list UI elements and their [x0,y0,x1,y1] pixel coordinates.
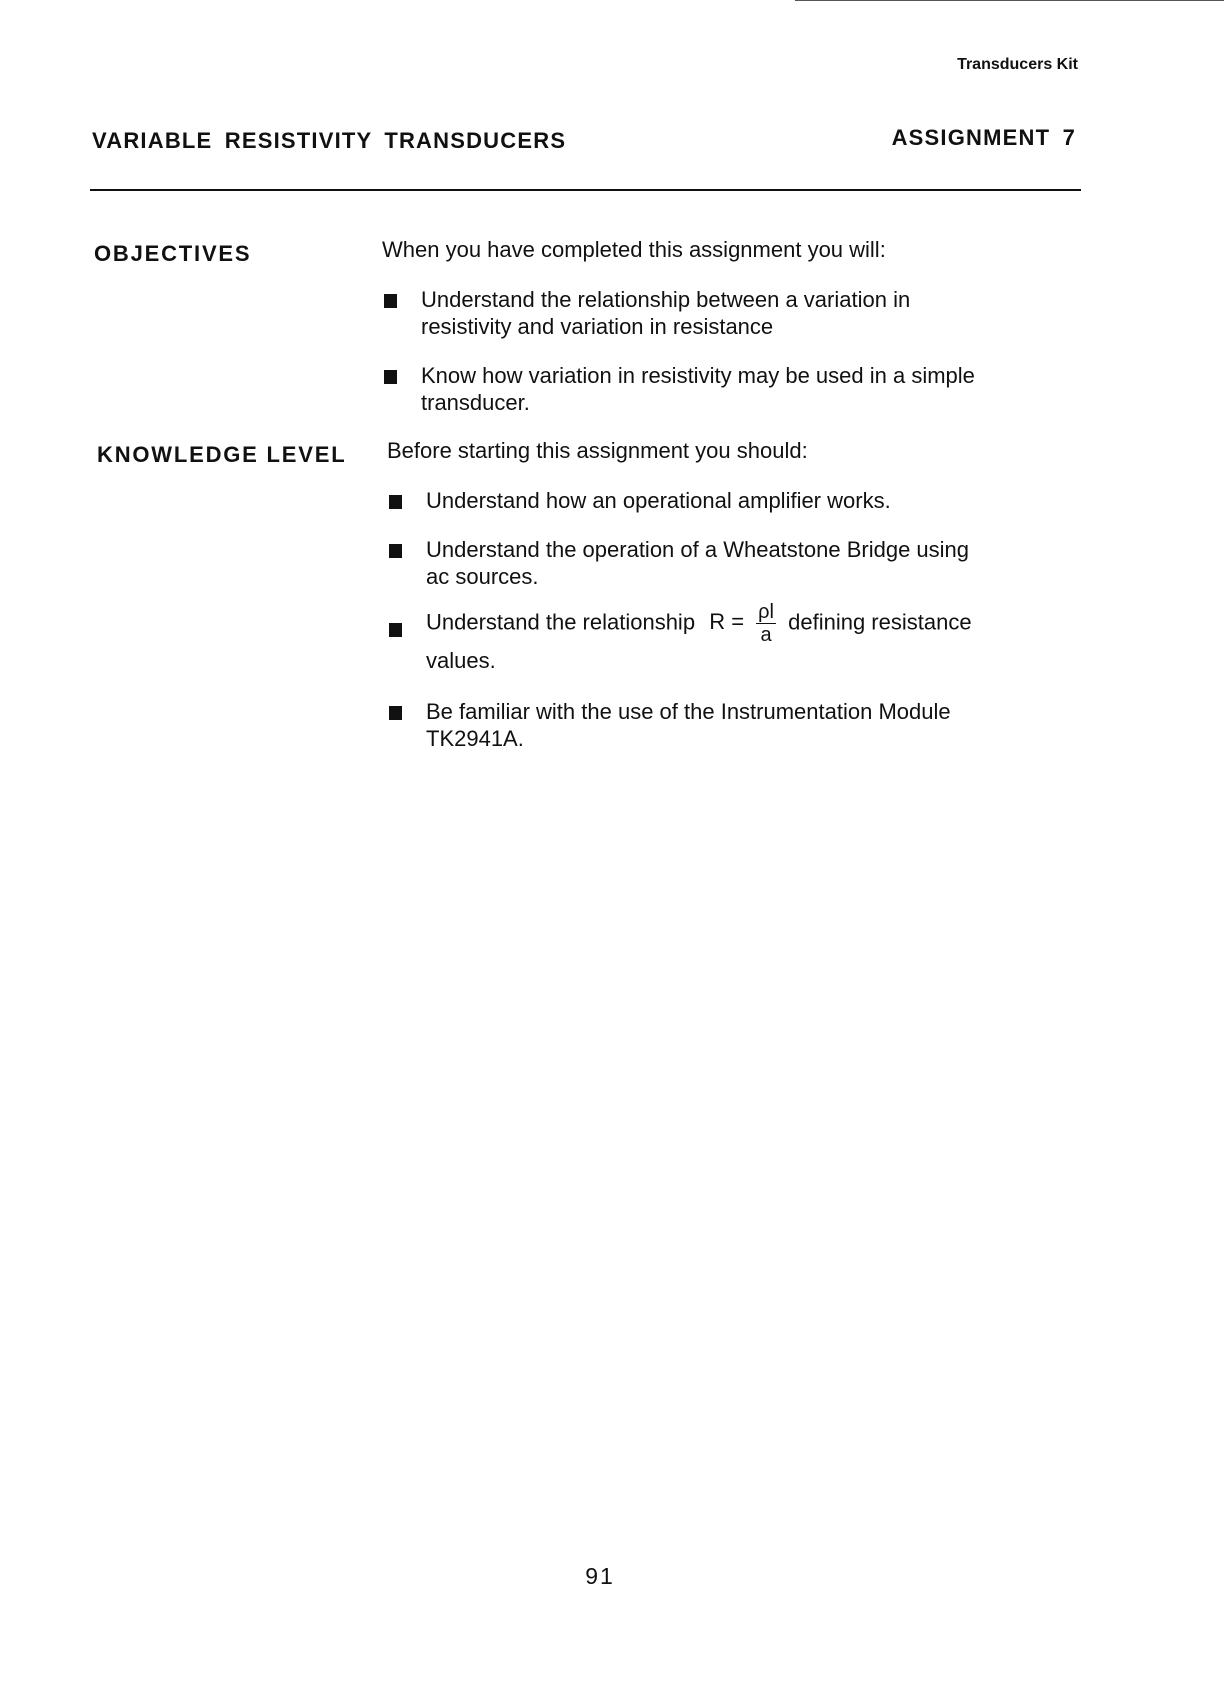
knowledge-item [389,536,969,590]
knowledge-level-label: KNOWLEDGE LEVEL [97,442,347,467]
objective-item-text: Understand the relationship between a variation in resistivity and variation in resistance [421,287,911,339]
knowledge-item [389,698,951,752]
assignment-number: ASSIGNMENT 7 [891,125,1076,150]
objective-item-text: Know how variation in resistivity may be used in a simple transducer. [421,363,975,415]
knowledge-level-intro: Before starting this assignment you should: [387,438,808,463]
header-rule [90,189,1081,191]
knowledge-item [389,487,891,514]
knowledge-item-text: Be familiar with the use of the Instrumentation Module TK2941A. [426,699,951,751]
document-title: VARIABLE RESISTIVITY TRANSDUCERS [92,128,567,153]
kit-name: Transducers Kit [957,56,1078,73]
formula-denominator: a [760,624,772,646]
bullet-square-icon [384,294,397,308]
page-number: 91 [585,1563,615,1589]
objective-item [384,286,910,340]
objective-item [384,362,975,416]
knowledge-item-text: Understand the relationship R = $\frac{\rho l}{a}$ defining resistance values. [426,601,972,673]
bullet-square-icon [389,706,402,720]
knowledge-item-text: Understand how an operational amplifier works. [426,488,891,513]
knowledge-item-text: Understand the operation of a Wheatstone Bridge using ac sources. [426,537,970,589]
top-rule [795,0,1224,1]
resistance-formula-fraction [756,602,776,645]
objectives-intro: When you have completed this assignment you will: [382,237,886,262]
knowledge-item [389,602,972,674]
formula-lhs: R = [709,609,745,635]
bullet-square-icon [389,495,402,509]
objectives-label: OBJECTIVES [94,241,252,266]
bullet-square-icon [389,623,402,637]
formula-numerator: ρl [758,601,774,623]
bullet-square-icon [384,370,397,384]
bullet-square-icon [389,544,402,558]
